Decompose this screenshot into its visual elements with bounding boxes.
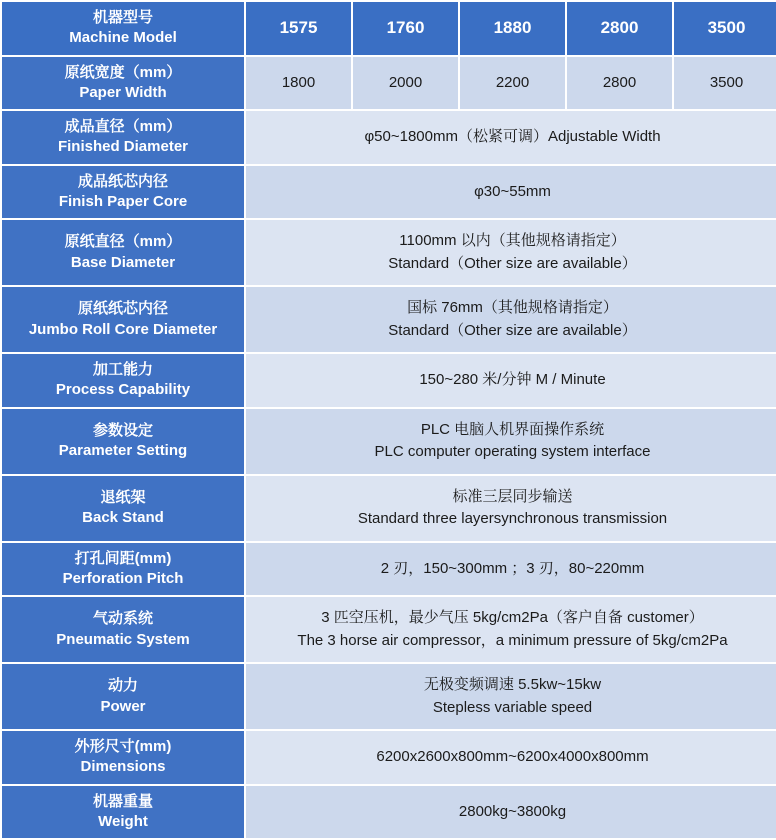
row-label-en: Weight [98, 812, 148, 830]
value-pneumatic-system [246, 597, 776, 662]
value-line: Stepless variable speed [432, 698, 593, 716]
row-label-cn: 成品直径（mm） [64, 118, 182, 135]
value-line: 3 匹空压机，最少气压 5kg/cm2Pa（客户自备 customer） [321, 609, 704, 626]
value-line: PLC 电脑人机界面操作系统 [420, 420, 605, 438]
row-label-cn: 退纸架 [100, 488, 146, 506]
row-label-paper-width [2, 57, 244, 110]
header-label-en: Machine Model [69, 29, 177, 47]
row-label-cn: 气动系统 [92, 610, 153, 628]
table-row [2, 220, 776, 285]
model-header-1760: 1760 [353, 2, 458, 55]
row-label-en: Finished Diameter [57, 138, 189, 156]
value-line: Standard（Other size are available） [388, 321, 637, 339]
value-line: 6200x2600x800mm~6200x4000x800mm [376, 748, 649, 765]
row-label-cn: 加工能力 [92, 361, 153, 378]
row-label-pneumatic-system [2, 597, 244, 662]
value-line: Standard（Other size are available） [388, 254, 637, 272]
row-label-en: Paper Width [79, 83, 167, 101]
model-header-3500: 3500 [674, 2, 776, 55]
value-dimensions [246, 731, 776, 784]
table-row [2, 597, 776, 662]
table-row [2, 57, 776, 110]
row-label-weight [2, 786, 244, 839]
value-line: 1100mm 以内（其他规格请指定） [399, 232, 626, 249]
value-line: φ30~55mm [474, 182, 551, 200]
table-row [2, 476, 776, 541]
row-label-dimensions [2, 731, 244, 784]
row-label-en: Finish Paper Core [58, 192, 188, 210]
table-row [2, 166, 776, 219]
row-label-en: Power [100, 697, 146, 715]
row-label-jumbo-roll-core-diameter [2, 287, 244, 352]
table-row [2, 287, 776, 352]
table-row [2, 731, 776, 784]
table-row [2, 111, 776, 164]
row-label-en: Jumbo Roll Core Diameter [28, 320, 218, 338]
value-line: 150~280 米/分钟 M / Minute [419, 371, 606, 388]
paper-width-3500: 3500 [674, 57, 776, 110]
value-line: Standard three layersynchronous transmission [357, 510, 668, 527]
value-line: φ50~1800mm（松紧可调）Adjustable Width [364, 128, 661, 145]
row-label-en: Dimensions [80, 758, 166, 776]
row-label-cn: 成品纸芯内径 [77, 172, 168, 190]
row-label-cn: 原纸纸芯内径 [77, 300, 168, 318]
value-finish-paper-core [246, 166, 776, 219]
paper-width-2800: 2800 [567, 57, 672, 110]
row-label-en: Pneumatic System [56, 630, 190, 648]
row-label-en: Process Capability [55, 381, 191, 399]
row-label-cn: 外形尺寸(mm) [74, 738, 172, 755]
row-label-cn: 机器重量 [92, 792, 153, 810]
value-line: 2800kg~3800kg [458, 802, 567, 820]
table-row [2, 664, 776, 729]
row-label-process-capability [2, 354, 244, 407]
row-label-perforation-pitch [2, 543, 244, 596]
value-line: 2 刃，150~300mm ；3 刃，80~220mm [380, 559, 645, 577]
row-label-cn: 动力 [107, 677, 138, 695]
value-line: 国标 76mm（其他规格请指定） [407, 299, 618, 316]
value-line: The 3 horse air compressor，a minimum pressure of 5kg/cm2Pa [297, 631, 728, 649]
row-label-en: Back Stand [82, 509, 164, 526]
row-label-finished-diameter [2, 111, 244, 164]
value-weight [246, 786, 776, 839]
row-label-en: Parameter Setting [58, 442, 188, 459]
value-base-diameter [246, 220, 776, 285]
header-label-cell [2, 2, 244, 55]
row-label-en: Perforation Pitch [62, 569, 184, 587]
value-line: 标准三层同步输送 [452, 487, 573, 505]
paper-width-1575: 1800 [246, 57, 351, 110]
value-jumbo-roll-core-diameter [246, 287, 776, 352]
value-finished-diameter [246, 111, 776, 164]
table-header-row [2, 2, 776, 55]
value-line: PLC computer operating system interface [374, 443, 651, 460]
table-row [2, 786, 776, 839]
row-label-cn: 打孔间距(mm) [74, 549, 172, 567]
row-label-finish-paper-core [2, 166, 244, 219]
model-header-1880: 1880 [460, 2, 565, 55]
value-power [246, 664, 776, 729]
value-line: 无极变频调速 5.5kw~15kw [423, 676, 602, 693]
row-label-cn: 原纸直径（mm） [64, 233, 182, 251]
paper-width-1880: 2200 [460, 57, 565, 110]
table-row [2, 354, 776, 407]
row-label-base-diameter [2, 220, 244, 285]
value-process-capability [246, 354, 776, 407]
table-row [2, 409, 776, 474]
row-label-cn: 参数设定 [92, 421, 153, 439]
row-label-power [2, 664, 244, 729]
model-header-2800: 2800 [567, 2, 672, 55]
model-header-1575: 1575 [246, 2, 351, 55]
row-label-cn: 原纸宽度（mm） [64, 63, 182, 81]
table-row [2, 543, 776, 596]
value-parameter-setting [246, 409, 776, 474]
paper-width-1760: 2000 [353, 57, 458, 110]
header-label-cn: 机器型号 [92, 9, 153, 26]
value-back-stand [246, 476, 776, 541]
row-label-parameter-setting [2, 409, 244, 474]
row-label-en: Base Diameter [70, 253, 176, 271]
value-perforation-pitch [246, 543, 776, 596]
row-label-back-stand [2, 476, 244, 541]
